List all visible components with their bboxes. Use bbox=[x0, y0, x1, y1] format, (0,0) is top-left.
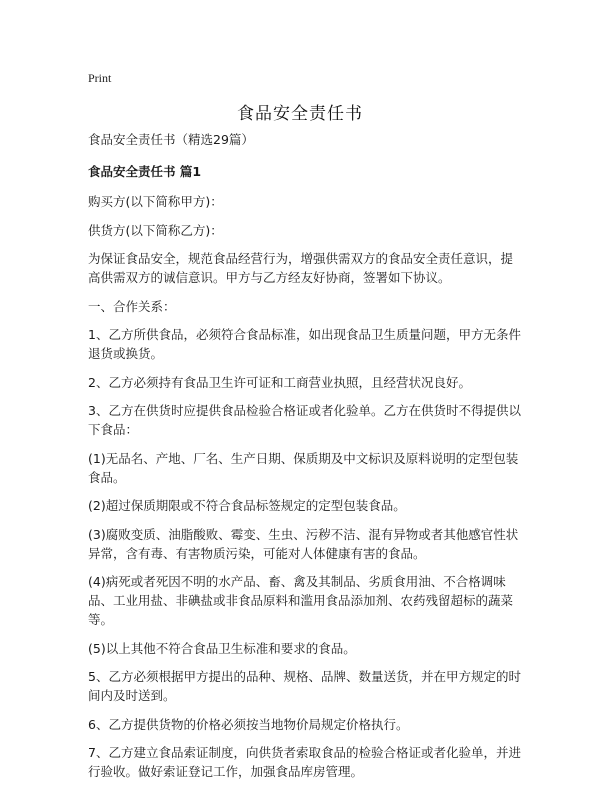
paragraph-item-5: (5)以上其他不符合食品卫生标准和要求的食品。 bbox=[88, 640, 356, 656]
paragraph-clause-3: 3、乙方在供货时应提供食品检验合格证或者化验单。乙方在供货时不得提供以下食品： bbox=[88, 403, 521, 437]
paragraph-clause-1: 1、乙方所供食品，必须符合食品标准，如出现食品卫生质量问题，甲方无条件退货或换货。 bbox=[88, 327, 521, 361]
paragraph-clause-6: 6、乙方提供货物的价格必须按当地物价局规定价格执行。 bbox=[88, 716, 409, 732]
section-heading: 食品安全责任书 篇1 bbox=[88, 164, 202, 179]
paragraph-clause-2: 2、乙方必须持有食品卫生许可证和工商营业执照，且经营状况良好。 bbox=[88, 374, 471, 390]
print-label: Print bbox=[88, 71, 112, 85]
paragraph-clause-7: 7、乙方建立食品索证制度，向供货者索取食品的检验合格证或者化验单，并进行验收。做好索证登记工作，加强食品库房管理。 bbox=[88, 745, 521, 779]
paragraph-clause-5: 5、乙方必须根据甲方提出的品种、规格、品牌、数量送货，并在甲方规定的时间内及时送到。 bbox=[88, 669, 521, 703]
paragraph-item-1: (1)无品名、产地、厂名、生产日期、保质期及中文标识及原料说明的定型包装食品。 bbox=[88, 450, 519, 485]
document-body bbox=[88, 130, 524, 791]
document-title: 食品安全责任书 bbox=[237, 104, 363, 124]
paragraph-supplier: 供货方(以下简称乙方)： bbox=[88, 222, 223, 238]
paragraph-item-3: (3)腐败变质、油脂酸败、霉变、生虫、污秽不洁、混有异物或者其他感官性状异常，含有毒、有害物质污染，可能对人体健康有害的食品。 bbox=[88, 526, 519, 561]
paragraph-cooperation-heading: 一、合作关系： bbox=[88, 298, 176, 314]
paragraph-purpose: 为保证食品安全，规范食品经营行为，增强供需双方的食品安全责任意识，提高供需双方的诚信意识。甲方与乙方经友好协商，签署如下协议。 bbox=[88, 251, 514, 285]
paragraph-item-4: (4)病死或者死因不明的水产品、畜、禽及其制品、劣质食用油、不合格调味品、工业用盐、非碘盐或非食品原料和滥用食品添加剂、农药残留超标的蔬菜等。 bbox=[88, 574, 514, 627]
document-subtitle: 食品安全责任书（精选29篇） bbox=[88, 132, 254, 147]
paragraph-buyer: 购买方(以下简称甲方)： bbox=[88, 194, 223, 209]
paragraph-item-2: (2)超过保质期限或不符合食品标签规定的定型包装食品。 bbox=[88, 498, 406, 513]
